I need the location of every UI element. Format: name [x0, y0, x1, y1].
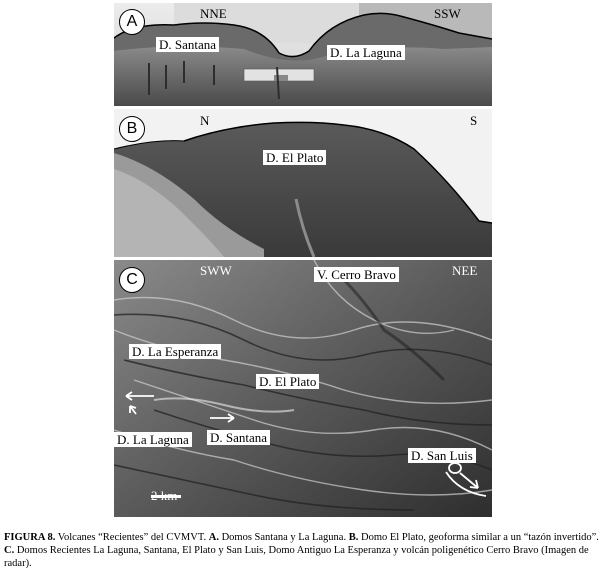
caption-label-a: A. [208, 532, 219, 543]
label-domo-santana-c: D. Santana [207, 430, 270, 445]
label-domo-la-esperanza: D. La Esperanza [129, 344, 221, 359]
caption-text-2: Domos Santana y La Laguna. [218, 532, 349, 543]
panel-c-direction-left: SWW [200, 263, 232, 278]
scale-bar-label: 2 km [151, 488, 178, 503]
label-domo-la-laguna-c: D. La Laguna [114, 432, 192, 447]
panel-c-direction-right: NEE [452, 263, 478, 278]
panel-a-direction-right: SSW [434, 6, 461, 21]
panel-b-photo [114, 109, 492, 257]
caption-text-4: Domos Recientes La Laguna, Santana, El Plato y San Luis, Domo Antiguo La Esperanza y volcán poligenético Cerro Bravo (Imagen de radar). [4, 545, 589, 569]
caption-text-3: Domo El Plato, geoforma similar a un “tazón invertido”. [358, 532, 599, 543]
label-domo-el-plato-c: D. El Plato [256, 374, 319, 389]
panel-a-badge: A [119, 9, 145, 35]
panel-c-badge: C [119, 267, 145, 293]
panel-b-direction-left: N [200, 113, 210, 128]
panel-b-direction-right: S [470, 113, 478, 128]
panel-b-image [114, 109, 492, 257]
label-volcan-cerro-bravo: V. Cerro Bravo [314, 267, 399, 282]
label-domo-el-plato: D. El Plato [263, 150, 326, 165]
caption-text-1: Volcanes “Recientes” del CVMVT. [55, 532, 209, 543]
label-domo-la-laguna: D. La Laguna [327, 45, 405, 60]
label-domo-santana: D. Santana [156, 37, 219, 52]
figure-caption [4, 531, 602, 570]
label-domo-san-luis: D. San Luis [408, 448, 476, 463]
caption-label-c: C. [4, 545, 15, 556]
panel-b-badge: B [119, 116, 145, 142]
panel-c-radar-image [114, 260, 492, 517]
panel-a-direction-left: NNE [200, 6, 227, 21]
caption-label-b: B. [348, 532, 359, 543]
panel-a-photo [114, 3, 492, 106]
caption-figure-label: FIGURA 8. [4, 532, 56, 543]
